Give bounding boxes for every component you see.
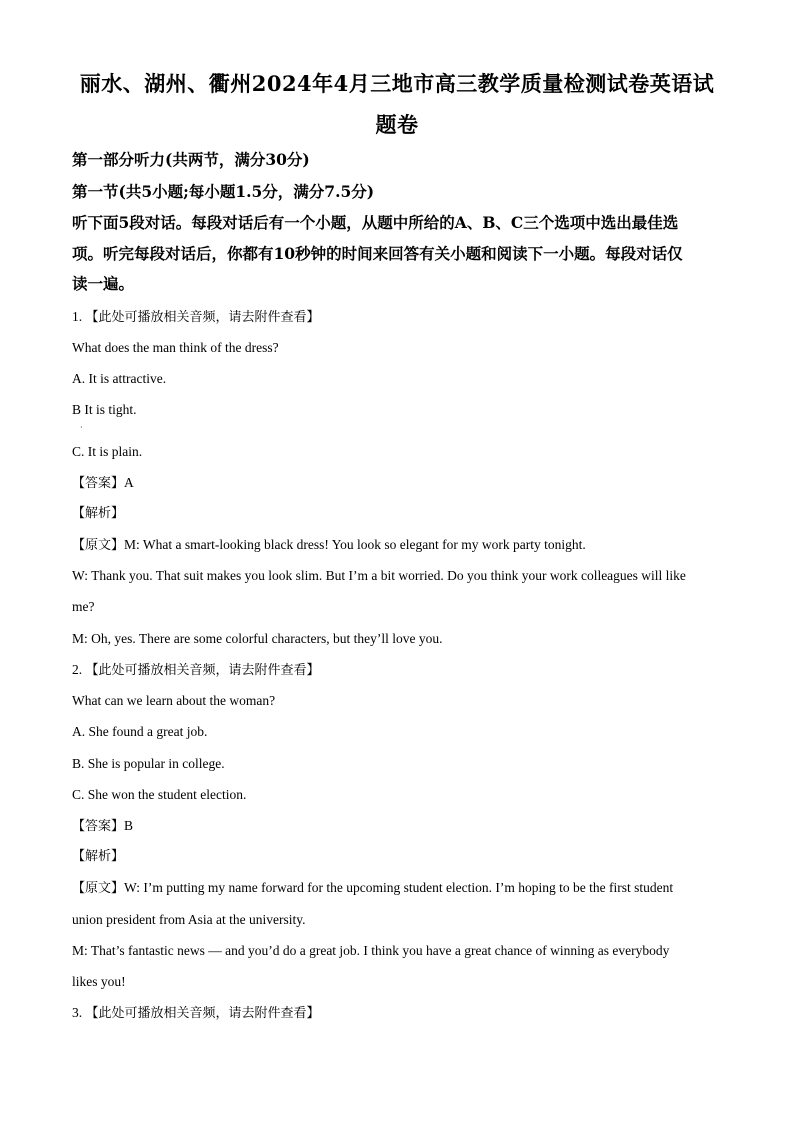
question-1-option-b: B It is tight. <box>72 402 137 417</box>
question-1-answer <box>72 474 134 493</box>
part-heading: 第一部分听力(共两节，满分30分) <box>72 150 310 169</box>
question-2-text: What can we learn about the woman? <box>72 693 276 708</box>
transcript-label: 【原文】 <box>72 881 125 896</box>
question-2-option-a: A. She found a great job. <box>72 724 208 739</box>
question-2-transcript-line-4: likes you! <box>72 974 126 989</box>
question-1-transcript-line-3: me? <box>72 599 95 614</box>
question-2-transcript-line-2: union president from Asia at the university. <box>72 912 306 927</box>
question-1-transcript-line-2: W: Thank you. That suit makes you look slim. But I’m a bit worried. Do you think your work colleagues will like <box>72 568 686 583</box>
question-1-transcript-line-1 <box>72 536 586 555</box>
question-1-number: 1. <box>72 309 83 324</box>
question-2-audio-note: 【此处可播放相关音频，请去附件查看】 <box>85 663 320 678</box>
question-2-option-c: C. She won the student election. <box>72 787 247 802</box>
question-2-analysis-label: 【解析】 <box>72 849 125 864</box>
question-2-transcript-line-1 <box>72 879 673 898</box>
answer-value: B <box>124 818 134 833</box>
question-1-option-c: C. It is plain. <box>72 444 143 459</box>
transcript-text: M: What a smart-looking black dress! You look so elegant for my work party tonight. <box>124 537 586 552</box>
transcript-label: 【原文】 <box>72 538 125 553</box>
transcript-text: W: I’m putting my name forward for the upcoming student election. I’m hoping to be the first student <box>124 880 674 895</box>
question-1-audio-note: 【此处可播放相关音频，请去附件查看】 <box>85 310 320 325</box>
question-1-header <box>72 308 320 327</box>
question-3-header <box>72 1004 320 1023</box>
question-1-analysis-label: 【解析】 <box>72 506 125 521</box>
section-heading: 第一节(共5小题;每小题1.5分，满分7.5分) <box>72 182 375 201</box>
question-3-audio-note: 【此处可播放相关音频，请去附件查看】 <box>85 1006 320 1021</box>
answer-label: 【答案】 <box>72 819 125 834</box>
document-title-line-2: 题卷 <box>375 112 419 137</box>
question-2-option-b: B. She is popular in college. <box>72 756 225 771</box>
instruction-line-1: 听下面5段对话。每段对话后有一个小题，从题中所给的A、B、C三个选项中选出最佳选 <box>72 213 679 232</box>
question-2-transcript-line-3: M: That’s fantastic news — and you’d do a great job. I think you have a great chance of winning as everybody <box>72 943 670 958</box>
question-1-option-a: A. It is attractive. <box>72 371 167 386</box>
instruction-line-2: 项。听完每段对话后，你都有10秒钟的时间来回答有关小题和阅读下一小题。每段对话仅 <box>72 244 683 263</box>
answer-label: 【答案】 <box>72 476 125 491</box>
instruction-line-3: 读一遍。 <box>72 274 135 293</box>
answer-value: A <box>124 475 134 490</box>
question-1-text: What does the man think of the dress? <box>72 340 279 355</box>
question-3-number: 3. <box>72 1005 83 1020</box>
question-1-transcript-line-4: M: Oh, yes. There are some colorful characters, but they’ll love you. <box>72 631 443 646</box>
stray-dot-mark: · <box>80 423 83 432</box>
question-2-number: 2. <box>72 662 83 677</box>
question-2-answer <box>72 817 133 836</box>
document-title-line-1: 丽水、湖州、衢州2024年4月三地市高三教学质量检测试卷英语试 <box>79 71 715 96</box>
question-2-header <box>72 661 320 680</box>
